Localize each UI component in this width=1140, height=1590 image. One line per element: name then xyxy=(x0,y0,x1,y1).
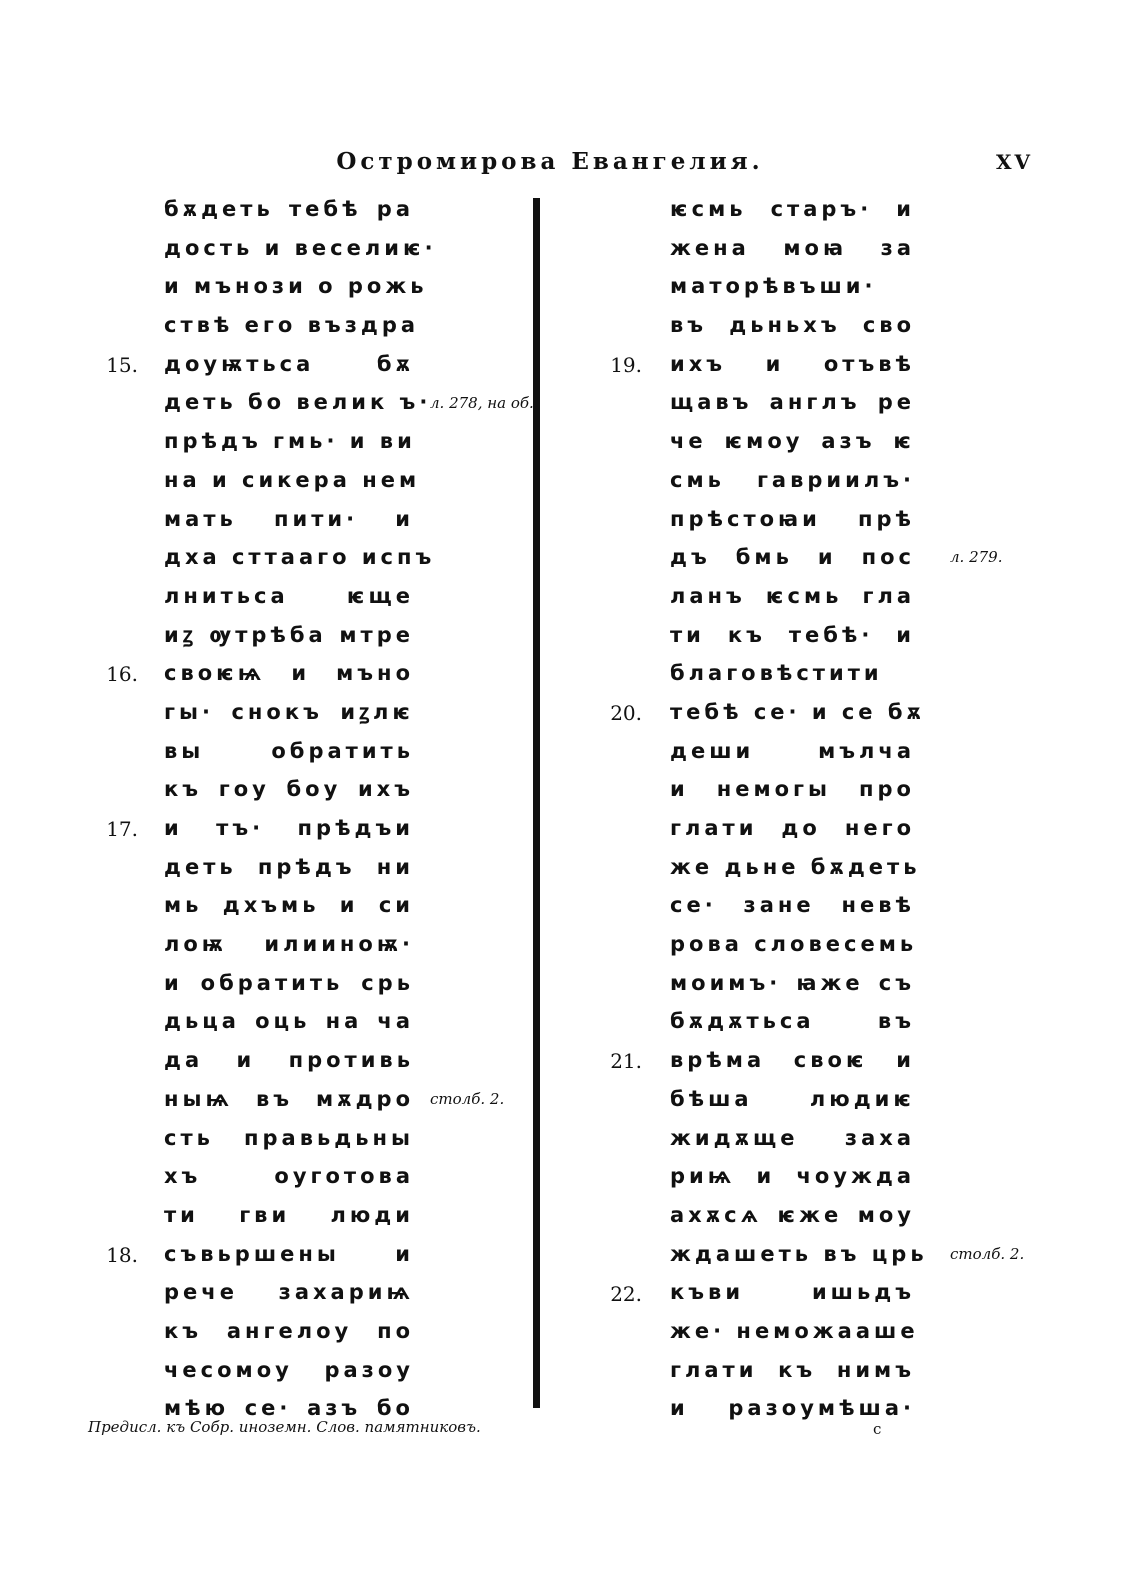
text-line: доуѭтьса бѫ xyxy=(164,351,414,376)
verse-number: 18. xyxy=(106,1242,138,1267)
text-line: ствѣ его въздра xyxy=(164,313,420,338)
verse-number: 20. xyxy=(610,701,642,726)
text-line: лнитьса ѥще xyxy=(164,583,414,608)
text-line: ти гви люди xyxy=(164,1202,414,1227)
text-line: ти къ тебѣ· и xyxy=(670,622,915,647)
text-line: риѩ и чоужда xyxy=(670,1164,915,1189)
text-line: гы· снокъ иꙁлѥ xyxy=(164,699,414,724)
column-divider xyxy=(533,198,540,1408)
text-line: благовѣстити xyxy=(670,661,883,686)
text-line: смь гавриилъ· xyxy=(670,467,915,492)
text-line: лоѭ илииноѭ· xyxy=(164,932,414,957)
signature-mark: c xyxy=(873,1420,882,1438)
text-line: ахѫсѧ ѥже моу xyxy=(670,1202,915,1227)
text-line: щавъ англъ ре xyxy=(670,390,915,415)
text-line: че ѥмоу азъ ѥ xyxy=(670,429,915,454)
text-line: жена моꙗ за xyxy=(670,235,915,260)
text-line: къ ангелоу по xyxy=(164,1318,414,1343)
text-line: ланъ ѥсмь гла xyxy=(670,583,915,608)
text-line: рова словесемь xyxy=(670,932,918,957)
text-line: се· зане невѣ xyxy=(670,893,915,918)
text-line: мѣю се· азъ бо xyxy=(164,1396,414,1421)
text-line: чесомоу разоу xyxy=(164,1357,414,1382)
text-line: ихъ и отъвѣ xyxy=(670,351,915,376)
text-line: на и сикера нем xyxy=(164,467,421,492)
text-line: съвьршены и xyxy=(164,1241,414,1266)
text-line: сть правьдьны xyxy=(164,1125,414,1150)
text-line: бѣша людиѥ xyxy=(670,1086,915,1111)
text-line: и немогы про xyxy=(670,777,915,802)
verse-number: 17. xyxy=(106,817,138,842)
text-line: мать пити· и xyxy=(164,506,414,531)
text-line: глати къ нимъ xyxy=(670,1357,915,1382)
running-title: Остромирова Евангелия. xyxy=(336,148,764,175)
text-line: и обратить срь xyxy=(164,970,414,995)
text-line: иꙁ ѹтрѣба мтре xyxy=(164,622,414,647)
text-line: мь дхъмь и си xyxy=(164,893,414,918)
verse-number: 19. xyxy=(610,352,642,377)
text-line: глати до него xyxy=(670,816,915,840)
text-line: да и противь xyxy=(164,1048,414,1073)
text-line: и мънози о рожь xyxy=(164,274,428,299)
text-line: деши мълча xyxy=(670,738,915,763)
text-line: дха сттааго испъ xyxy=(164,545,436,570)
text-line: ждашеть въ црь xyxy=(670,1241,928,1266)
text-line: тебѣ се· и се бѫ xyxy=(670,699,925,724)
text-line: къ гоу боу ихъ xyxy=(164,777,414,802)
margin-note: л. 279. xyxy=(950,548,1003,567)
text-line: хъ оуготова xyxy=(164,1164,414,1189)
text-line: рече захариѩ xyxy=(164,1280,414,1305)
text-line: вы обратить xyxy=(164,738,414,763)
text-line: ѥсмь старъ· и xyxy=(670,197,915,221)
text-line: же дьне бѫдеть xyxy=(670,854,921,879)
verse-number: 22. xyxy=(610,1281,642,1306)
verse-number: 21. xyxy=(610,1049,642,1074)
text-line: бѫдѫтьса въ xyxy=(670,1009,915,1034)
text-line: и разоумѣша· xyxy=(670,1396,915,1421)
text-line: дьца оць на ча xyxy=(164,1009,414,1034)
verse-number: 16. xyxy=(106,662,138,687)
text-line: прѣдъ гмь· и ви xyxy=(164,429,416,454)
verse-number: 15. xyxy=(106,352,138,377)
text-line: врѣма своѥ и xyxy=(670,1048,915,1073)
text-line: жидѫще заха xyxy=(670,1125,915,1150)
margin-note: столб. 2. xyxy=(950,1244,1025,1263)
text-line: своѥѩ и мъно xyxy=(164,661,414,686)
text-line: моимъ· ꙗже съ xyxy=(670,970,915,995)
footer-source-note: Предисл. къ Собр. иноземн. Слов. памятниковъ. xyxy=(88,1418,481,1436)
text-line: къви ишьдъ xyxy=(670,1280,915,1305)
text-line: же· неможааше xyxy=(670,1318,919,1343)
text-line: и тъ· прѣдъи xyxy=(164,816,414,840)
text-line: ныѩ въ мѫдро xyxy=(164,1086,414,1111)
text-line: деть прѣдъ ни xyxy=(164,854,414,879)
text-line: дость и веселиѥ· xyxy=(164,235,437,260)
text-line: прѣстоꙗи прѣ xyxy=(670,506,915,531)
right-text-column xyxy=(670,190,928,1428)
text-line: въ дьньхъ сво xyxy=(670,313,915,338)
text-line: маторѣвъши· xyxy=(670,274,877,299)
text-line: бѫдеть тебѣ ра xyxy=(164,197,414,221)
text-line: деть бо велик ъ· xyxy=(164,390,432,415)
page-number: XV xyxy=(996,150,1034,174)
left-text-column xyxy=(164,190,437,1428)
margin-note: столб. 2. xyxy=(430,1090,505,1109)
margin-note: л. 278, на об. xyxy=(430,393,534,412)
text-line: дъ бмь и пос xyxy=(670,545,915,570)
